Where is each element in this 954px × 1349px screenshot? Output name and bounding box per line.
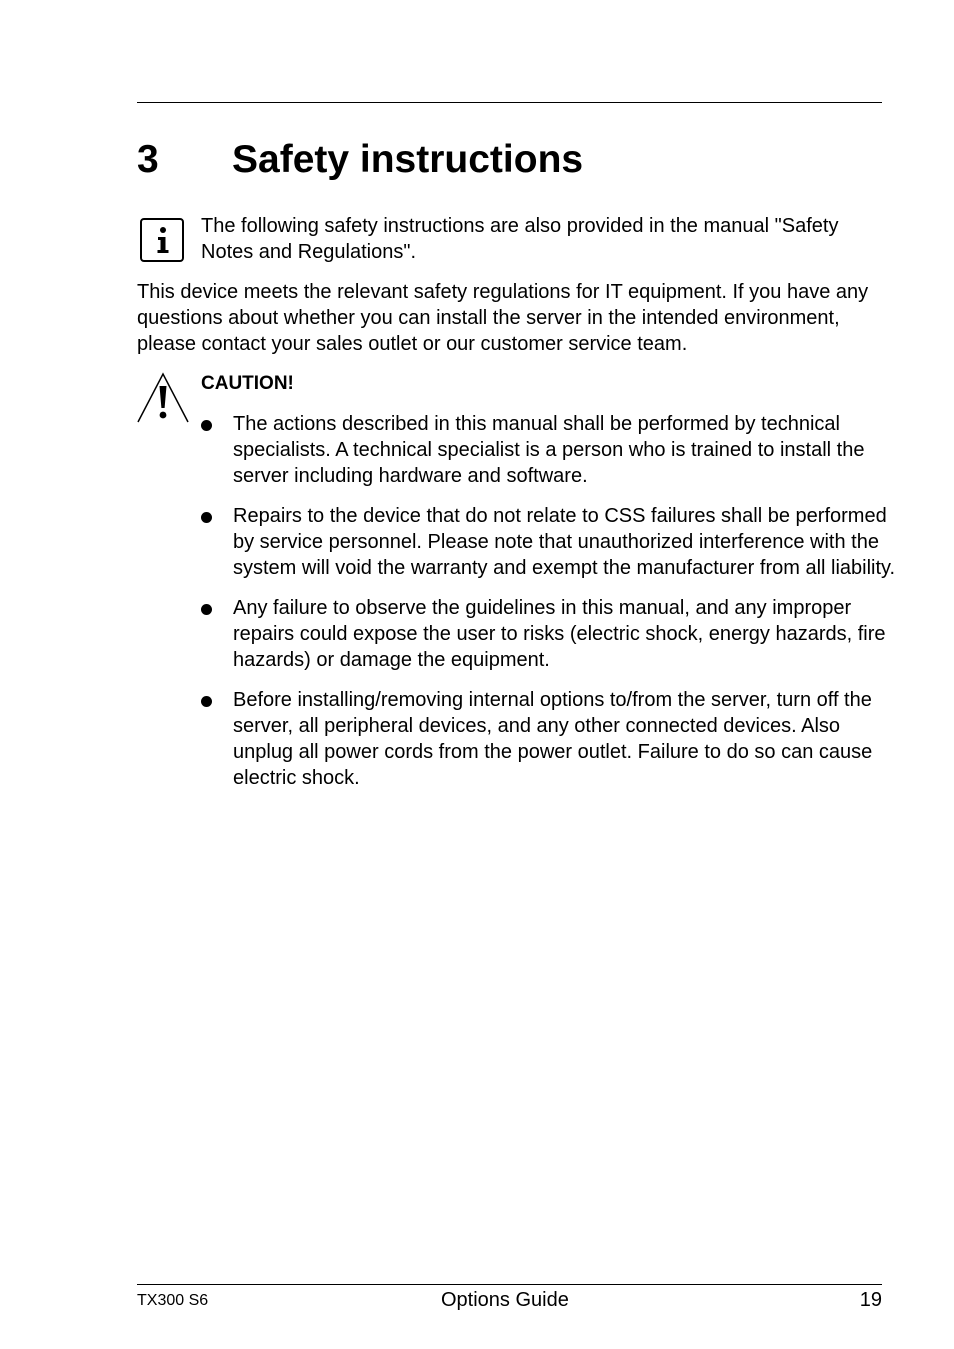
header-rule (137, 102, 882, 103)
footer-document-title: Options Guide (441, 1289, 569, 1311)
caution-item (201, 503, 901, 581)
bullet-icon (201, 604, 212, 615)
caution-list (201, 411, 901, 805)
info-icon (140, 218, 184, 262)
caution-item (201, 595, 901, 673)
bullet-icon (201, 420, 212, 431)
intro-paragraph: This device meets the relevant safety regulations for IT equipment. If you have any questions about whether you can install the server in the intended environment, please contact your sales outlet or our customer service team. (137, 281, 869, 355)
info-note-text: The following safety instructions are also provided in the manual "Safety Notes and Regulations". (201, 215, 839, 263)
footer-rule (137, 1284, 882, 1285)
caution-item-text: Any failure to observe the guidelines in this manual, and any improper repairs could expose the user to risks (electric shock, energy hazards, fire hazards) or damage the equipment. (233, 597, 886, 671)
chapter-number: 3 (137, 138, 159, 181)
warning-icon (136, 372, 192, 424)
caution-item-text: Before installing/removing internal options to/from the server, turn off the server, all peripheral devices, and any other connected devices. Also unplug all power cords from the power outlet. Failure to do so can cause electric shock. (233, 689, 873, 789)
caution-item-text: The actions described in this manual shall be performed by technical specialists. A technical specialist is a person who is trained to install the server including hardware and software. (233, 413, 865, 487)
footer-product: TX300 S6 (137, 1292, 209, 1309)
caution-label: CAUTION! (201, 373, 294, 394)
caution-item (201, 411, 901, 489)
caution-item-text: Repairs to the device that do not relate to CSS failures shall be performed by service personnel. Please note that unauthorized interference with the system will void the warranty and exempt the manufacturer from all liability. (233, 505, 896, 579)
chapter-title: Safety instructions (232, 138, 584, 181)
caution-item (201, 687, 901, 791)
bullet-icon (201, 512, 212, 523)
bullet-icon (201, 696, 212, 707)
page-number: 19 (859, 1289, 882, 1311)
